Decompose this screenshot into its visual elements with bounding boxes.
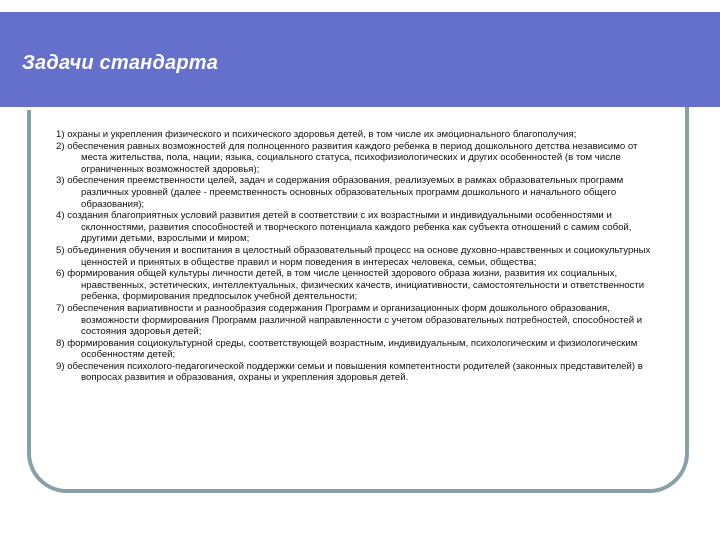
task-item-4: 4) создания благоприятных условий развития детей в соответствии с их возрастными и индивидуальными особенностями и склонностями, развития способностей и творческого потенциала каждого ребенка как субъекта отношений с самим собой, другими детьми, взрослыми и миром;: [56, 210, 632, 245]
slide-title: Задачи стандарта: [22, 52, 219, 74]
title-underline: [0, 107, 636, 110]
task-item-6: 6) формирования общей культуры личности детей, в том числе ценностей здорового образа жизни, развития их социальных, нравственных, эстетических, интеллектуальных, физических качеств, инициативности, самостоятельности и ответственности ребенка, формирования предпосылок учебной деятельности;: [56, 268, 645, 303]
task-list: [56, 129, 666, 384]
task-item-7: 7) обеспечения вариативности и разнообразия содержания Программ и организационных форм дошкольного образования, возможности формирования Программ различной направленности с учетом образовательных потребностей, способностей и состояния здоровья детей;: [56, 302, 643, 338]
task-item-5: 5) объединения обучения и воспитания в целостный образовательный процесс на основе духовно-нравственных и социокультурных ценностей и принятых в обществе правил и норм поведения в интересах человека, семьи, общества;: [56, 244, 651, 268]
task-item-8: 8) формирования социокультурной среды, соответствующей возрастным, индивидуальным, психологическим и физиологическим особенностям детей;: [56, 337, 638, 361]
task-item-9: 9) обеспечения психолого-педагогической поддержки семьи и повышения компетентности родителей (законных представителей) в вопросах развития и образования, охраны и укрепления здоровья детей.: [56, 360, 643, 384]
task-item-2: 2) обеспечения равных возможностей для полноценного развития каждого ребенка в период дошкольного детства независимо от места жительства, пола, нации, языка, социального статуса, психофизиологических и других особенностей (в том числе ограниченных возможностей здоровья);: [56, 140, 638, 175]
title-bar: [0, 12, 710, 107]
task-item-3: 3) обеспечения преемственности целей, задач и содержания образования, реализуемых в рамках образовательных программ различных уровней (далее - преемственность основных образовательных программ дошкольного и начального общего образования);: [56, 175, 624, 210]
title-bar-tail: [690, 12, 720, 107]
task-item-1: 1) охраны и укрепления физического и психического здоровья детей, в том числе их эмоционального благополучия;: [56, 129, 577, 140]
